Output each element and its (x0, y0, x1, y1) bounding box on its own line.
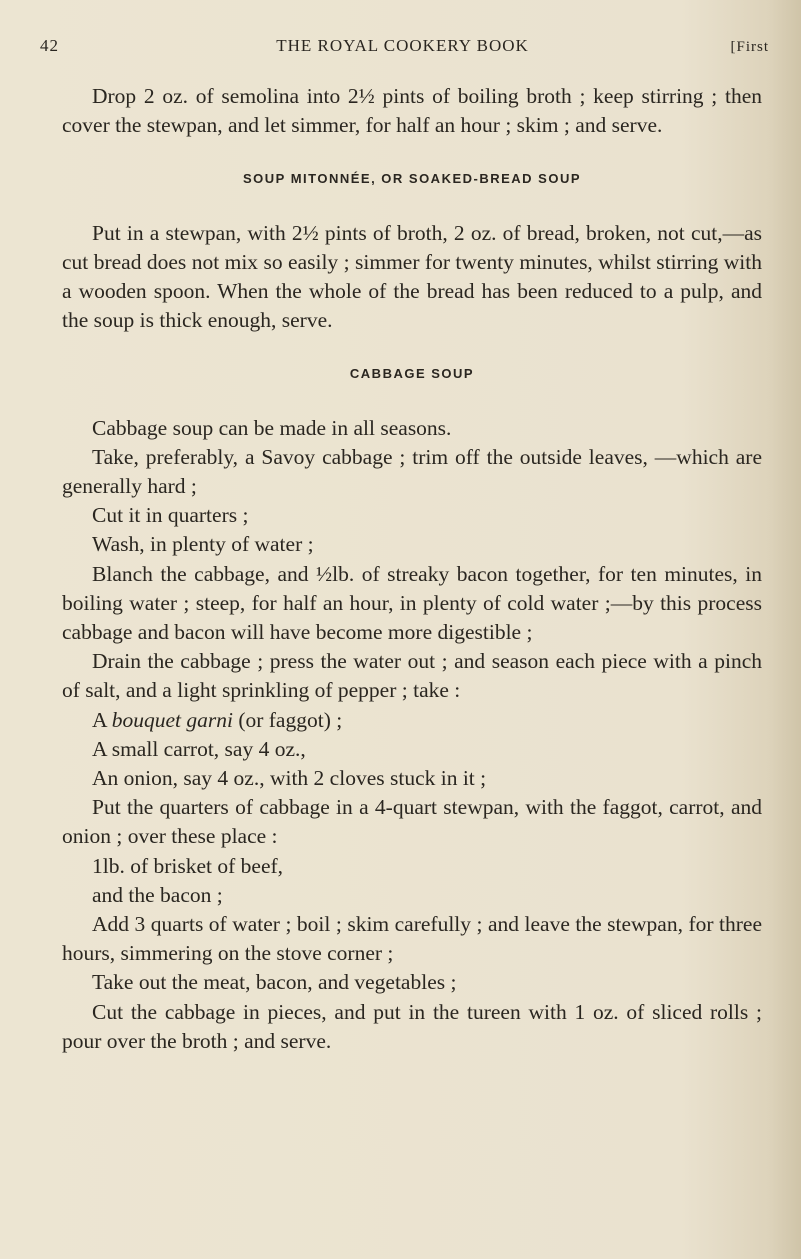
section-heading-soup-mitonnee: SOUP MITONNÉE, OR SOAKED-BREAD SOUP (242, 171, 582, 187)
page-body (62, 82, 762, 1056)
running-title: THE ROYAL COOKERY BOOK (276, 36, 529, 55)
semolina-paragraph: Drop 2 oz. of semolina into 2½ pints of boiling broth ; keep stirring ; then cover the stewpan, and let simmer, for half an hour ; skim ; and serve. (62, 84, 762, 138)
running-header (40, 36, 769, 64)
carrot-line: A small carrot, say 4 oz., (92, 736, 306, 761)
page-number: 42 (40, 36, 59, 55)
soup-mitonnee-paragraph: Put in a stewpan, with 2½ pints of broth, 2 oz. of bread, broken, not cut,—as cut bread does not mix so easily ; simmer for twenty minutes, whilst stirring with a wooden spoon. When the whole of the bread has been reduced to a pulp, and the soup is thick enough, serve. (62, 220, 762, 333)
cabbage-paragraph-7: Put the quarters of cabbage in a 4-quart stewpan, with the faggot, carrot, and onion ; over these place : (62, 795, 762, 849)
cabbage-paragraph-3: Cut it in quarters ; (92, 503, 249, 528)
cabbage-paragraph-4: Wash, in plenty of water ; (92, 532, 314, 557)
bouquet-post: (or faggot) ; (232, 707, 343, 732)
brisket-line: 1lb. of brisket of beef, (92, 853, 284, 878)
cabbage-paragraph-5: Blanch the cabbage, and ½lb. of streaky bacon together, for ten minutes, in boiling water ; steep, for half an hour, in plenty of cold water ;—by this process cabbage and bacon will have become more digestible ; (62, 561, 762, 645)
cabbage-paragraph-10: Cut the cabbage in pieces, and put in the tureen with 1 oz. of sliced rolls ; pour over the broth ; and serve. (62, 999, 762, 1053)
cabbage-paragraph-8: Add 3 quarts of water ; boil ; skim carefully ; and leave the stewpan, for three hours, simmering on the stove corner ; (62, 912, 762, 966)
cabbage-paragraph-1: Cabbage soup can be made in all seasons. (92, 415, 452, 440)
bouquet-italic: bouquet garni (111, 707, 233, 732)
cabbage-paragraph-9: Take out the meat, bacon, and vegetables ; (92, 970, 457, 995)
section-heading-cabbage-soup: CABBAGE SOUP (349, 366, 475, 382)
cabbage-paragraph-6: Drain the cabbage ; press the water out ; and season each piece with a pinch of salt, and a light sprinkling of pepper ; take : (62, 649, 762, 703)
bouquet-pre: A (92, 707, 112, 732)
bouquet-garni-line (62, 706, 762, 735)
cabbage-paragraph-2: Take, preferably, a Savoy cabbage ; trim off the outside leaves, —which are generally hard ; (62, 444, 762, 499)
bacon-line: and the bacon ; (92, 882, 223, 907)
running-section: [First (730, 39, 769, 55)
onion-line: An onion, say 4 oz., with 2 cloves stuck in it ; (92, 766, 487, 791)
